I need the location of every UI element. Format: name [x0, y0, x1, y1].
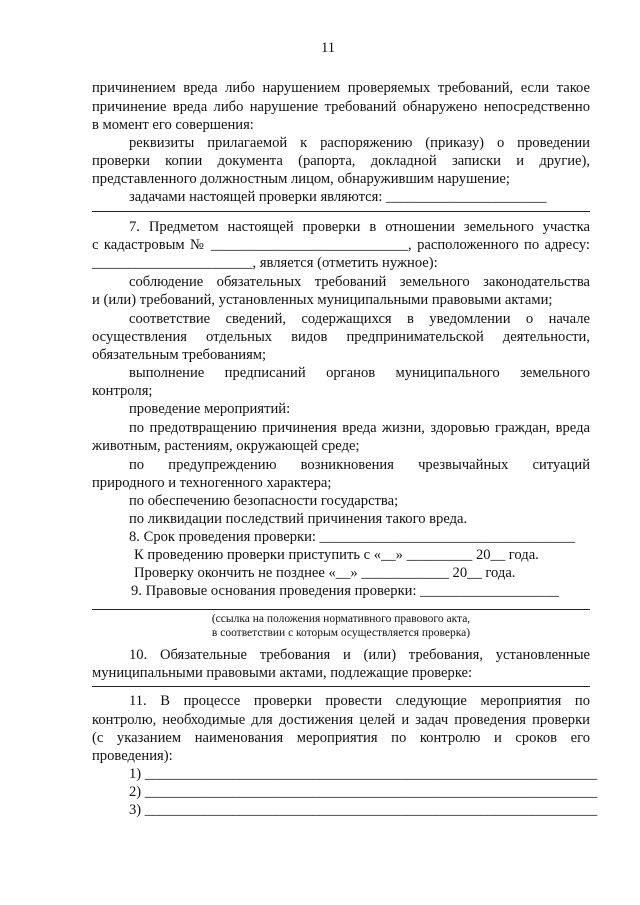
footnote-line: (ссылка на положения нормативного правового акта, [211, 613, 471, 625]
text-line: животным, растениям, окружающей среде; [92, 438, 360, 454]
text-line: контролю, необходимые для достижения целей и задач проведения проверки [92, 712, 590, 728]
text-line: с кадастровым № ___________________________, расположенного по адресу: [92, 237, 590, 253]
text-line: по ликвидации последствий причинения такого вреда. [129, 511, 468, 527]
text-line: соблюдение обязательных требований земельного законодательства [129, 274, 590, 290]
text-line: представленного должностным лицом, обнаружившим нарушение; [92, 171, 510, 187]
text-line: 7. Предметом настоящей проверки в отношении земельного участка [129, 219, 590, 235]
text-line: и (или) требований, установленных муниципальными правовыми актами; [92, 292, 553, 308]
text-line: причинением вреда либо нарушением проверяемых требований, если такое [92, 80, 590, 96]
text-line: осуществления отдельных видов предпринимательской деятельности, [92, 329, 590, 345]
text-line: Проверку окончить не позднее «__» ____________ 20__ года. [134, 565, 516, 581]
text-line: природного и техногенного характера; [92, 475, 332, 491]
text-line: соответствие сведений, содержащихся в уведомлении о начале [129, 311, 590, 327]
blank-rule [92, 211, 590, 212]
text-line: проведения): [92, 748, 173, 764]
text-line: по предотвращению причинения вреда жизни, здоровью граждан, вреда [129, 420, 590, 436]
text-line: проведение мероприятий: [129, 401, 291, 417]
text-line: по обеспечению безопасности государства; [129, 493, 399, 509]
list-item: 1) ______________________________________________________________ [129, 766, 598, 782]
text-line: реквизиты прилагаемой к распоряжению (приказу) о проведении [129, 135, 590, 151]
text-line: 11. В процессе проверки провести следующие мероприятия по [129, 693, 590, 709]
list-item: 3) ______________________________________________________________ [129, 802, 598, 818]
text-line: ______________________, является (отметить нужное): [92, 255, 438, 271]
text-line: проверки копии документа (рапорта, докладной записки и другие), [92, 153, 590, 169]
text-line: 9. Правовые основания проведения проверки: ___________________ [131, 583, 559, 599]
text-line: 8. Срок проведения проверки: ___________________________________ [129, 529, 576, 545]
blank-rule [92, 686, 590, 687]
text-line: по предупреждению возникновения чрезвычайных ситуаций [129, 457, 590, 473]
text-line: причинение вреда либо нарушение требований обнаружено непосредственно [92, 99, 590, 115]
text-line: 10. Обязательные требования и (или) требования, установленные [129, 647, 590, 663]
footnote-line: в соответствии с которым осуществляется проверка) [211, 627, 471, 639]
text-line: задачами настоящей проверки являются: ______________________ [129, 189, 547, 205]
list-item: 2) ______________________________________________________________ [129, 784, 598, 800]
page-number: 11 [320, 40, 336, 56]
text-line: контроля; [92, 383, 153, 399]
text-line: К проведению проверки приступить с «__» _________ 20__ года. [134, 547, 539, 563]
blank-rule [92, 609, 590, 610]
text-line: (с указанием наименования мероприятия по контролю и сроков его [92, 730, 590, 746]
text-line: обязательным требованиям; [92, 347, 267, 363]
text-line: в момент его совершения: [92, 117, 254, 133]
text-line: муниципальными правовыми актами, подлежащие проверке: [92, 665, 473, 681]
text-line: выполнение предписаний органов муниципального земельного [129, 365, 590, 381]
